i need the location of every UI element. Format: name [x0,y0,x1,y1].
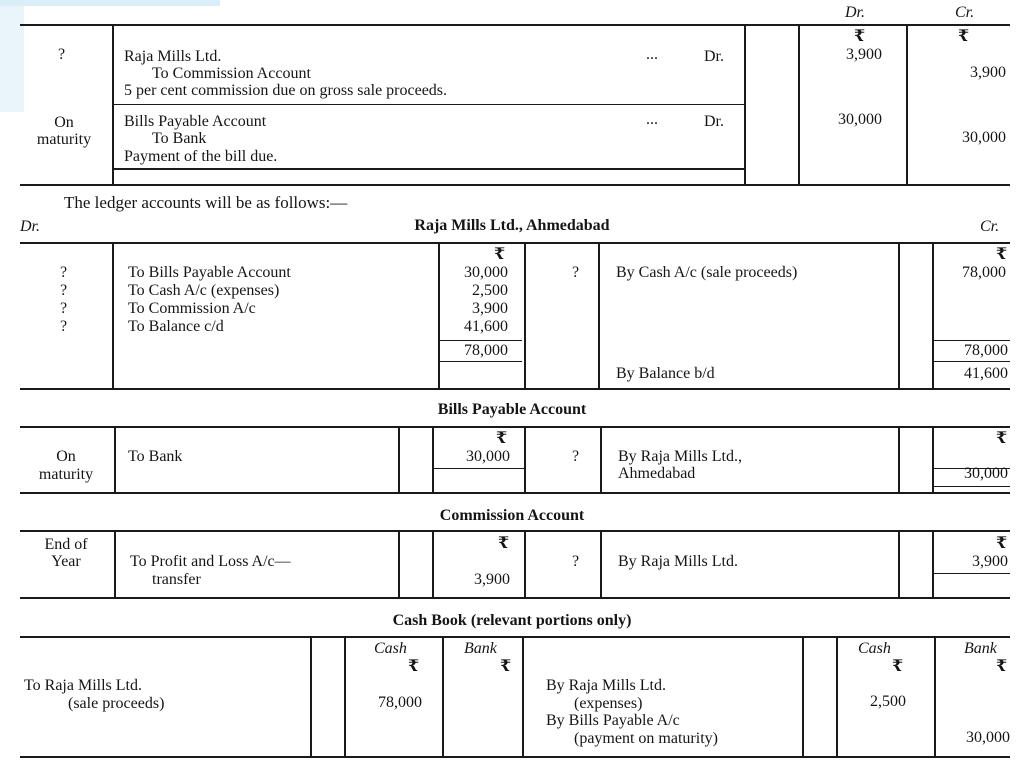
row-particulars: By Raja Mills Ltd., [618,448,742,465]
row-particulars: To Bills Payable Account [128,264,291,281]
rupee-symbol: ₹ [500,658,512,675]
rule [112,104,744,105]
row-particulars: To Cash A/c (expenses) [128,282,280,299]
entry-account: Raja Mills Ltd. [124,48,222,65]
row-amount: 2,500 [870,693,906,710]
row-particulars: To Balance c/d [128,318,224,335]
row-amount: 30,000 [964,465,1008,482]
row-date: ? [60,300,68,317]
row-date: End of [44,536,88,553]
rule [20,636,1010,638]
debit-total: 78,000 [464,342,508,359]
row-particulars: By Bills Payable A/c [546,712,680,729]
rule [112,242,114,388]
rule [802,636,804,756]
rule [20,24,1010,26]
row-particulars: To Raja Mills Ltd. [24,677,142,694]
ledger-title: Commission Account [439,507,585,524]
rule [20,530,1010,532]
rule [442,636,444,756]
entry-narration: Payment of the bill due. [124,148,278,165]
rule [932,361,1010,362]
row-date: ? [572,553,580,570]
rule [600,530,602,597]
row-amount: 3,900 [474,571,510,588]
rule [524,530,526,597]
rupee-symbol: ₹ [408,658,420,675]
rule [20,597,1010,599]
rule [898,530,900,597]
entry-date: maturity [36,131,92,148]
row-particulars: By Cash A/c (sale proceeds) [616,264,798,281]
ledger-title: Raja Mills Ltd., Ahmedabad [414,217,610,234]
entry-narration: 5 per cent commission due on gross sale proceeds. [124,82,448,99]
row-particulars: To Profit and Loss A/c— [130,553,291,570]
col-bank: Bank [464,640,497,657]
row-amount: 30,000 [966,729,1010,746]
window-edge [0,0,24,112]
rule [114,530,116,597]
dr-mark: Dr. [704,113,724,130]
dots: ... [646,111,658,128]
rupee-symbol: ₹ [854,28,866,45]
row-date: maturity [38,466,94,483]
debit-amount: 30,000 [838,111,882,128]
rule [598,242,600,388]
credit-amount: 30,000 [962,129,1006,146]
rule [432,426,434,492]
row-amount: 3,900 [472,300,508,317]
rule [744,24,746,184]
rule [906,24,908,184]
col-cash: Cash [374,640,407,657]
row-particulars: transfer [152,571,201,588]
row-amount: 2,500 [472,282,508,299]
rule [932,242,934,388]
credit-amount: 3,900 [970,64,1006,81]
rule [932,530,934,597]
balance-bd: By Balance b/d [616,365,715,382]
rule [934,636,936,756]
rupee-symbol: ₹ [494,246,506,263]
rule [932,426,934,492]
row-amount: 78,000 [962,264,1006,281]
row-amount: 41,600 [464,318,508,335]
row-date: ? [60,264,68,281]
row-amount: 30,000 [466,448,510,465]
rule [310,636,312,756]
rupee-symbol: ₹ [996,658,1008,675]
rule [898,426,900,492]
ledger-title: Bills Payable Account [437,401,587,418]
row-particulars: To Commission A/c [128,300,256,317]
rule [932,340,1010,341]
rule [398,530,400,597]
dr-mark: Dr. [704,48,724,65]
balance-bd-amount: 41,600 [964,365,1008,382]
cr-label: Cr. [980,218,1000,235]
rule [438,361,522,362]
col-cash: Cash [858,640,891,657]
rule [20,492,1010,494]
rule [112,168,744,170]
credit-total: 78,000 [964,342,1008,359]
rupee-symbol: ₹ [958,28,970,45]
dots: ... [646,46,658,63]
row-date: ? [60,318,68,335]
row-amount: 30,000 [464,264,508,281]
rupee-symbol: ₹ [996,535,1008,552]
rule [798,24,800,184]
rule [432,468,524,469]
col-bank: Bank [964,640,997,657]
rule [600,426,602,492]
rule [344,636,346,756]
row-amount: 78,000 [378,694,422,711]
window-edge-top [0,0,220,6]
rule [20,426,1010,428]
rule [524,426,526,492]
row-particulars: (payment on maturity) [574,730,718,747]
rupee-symbol: ₹ [498,535,510,552]
row-amount: 3,900 [972,553,1008,570]
row-date: ? [572,448,580,465]
rule [524,242,526,388]
row-particulars: To Bank [128,448,183,465]
dr-label: Dr. [20,218,41,235]
entry-account: Bills Payable Account [124,113,267,130]
rule [438,340,522,341]
rule [836,636,838,756]
row-date: On [56,448,76,465]
ledger-title: Cash Book (relevant portions only) [392,612,632,629]
row-particulars: (expenses) [574,695,643,712]
row-particulars: By Raja Mills Ltd. [618,553,738,570]
entry-account: To Commission Account [152,65,311,82]
rule [20,242,1010,244]
entry-account: To Bank [152,130,207,147]
row-date: ? [60,282,68,299]
debit-amount: 3,900 [846,46,882,63]
rule [114,426,116,492]
rule [20,756,1010,758]
row-date: ? [572,264,580,281]
rule [20,184,1010,186]
rule [432,530,434,597]
rule [20,388,1010,390]
rule [898,242,900,388]
rule [398,426,400,492]
rupee-symbol: ₹ [996,430,1008,447]
entry-date: On [54,114,74,131]
row-particulars: (sale proceeds) [68,695,165,712]
intro-text: The ledger accounts will be as follows:— [64,193,348,212]
entry-date: ? [58,46,66,63]
row-particulars: By Raja Mills Ltd. [546,677,666,694]
rule [112,24,114,184]
row-particulars: Ahmedabad [618,465,696,482]
journal-dr-label: Dr. [845,4,866,21]
rupee-symbol: ₹ [496,430,508,447]
rupee-symbol: ₹ [996,246,1008,263]
row-date: Year [51,553,81,570]
rule [932,486,1010,487]
journal-cr-label: Cr. [955,4,975,21]
rule [522,636,524,756]
rupee-symbol: ₹ [892,658,904,675]
rule [932,573,1010,574]
